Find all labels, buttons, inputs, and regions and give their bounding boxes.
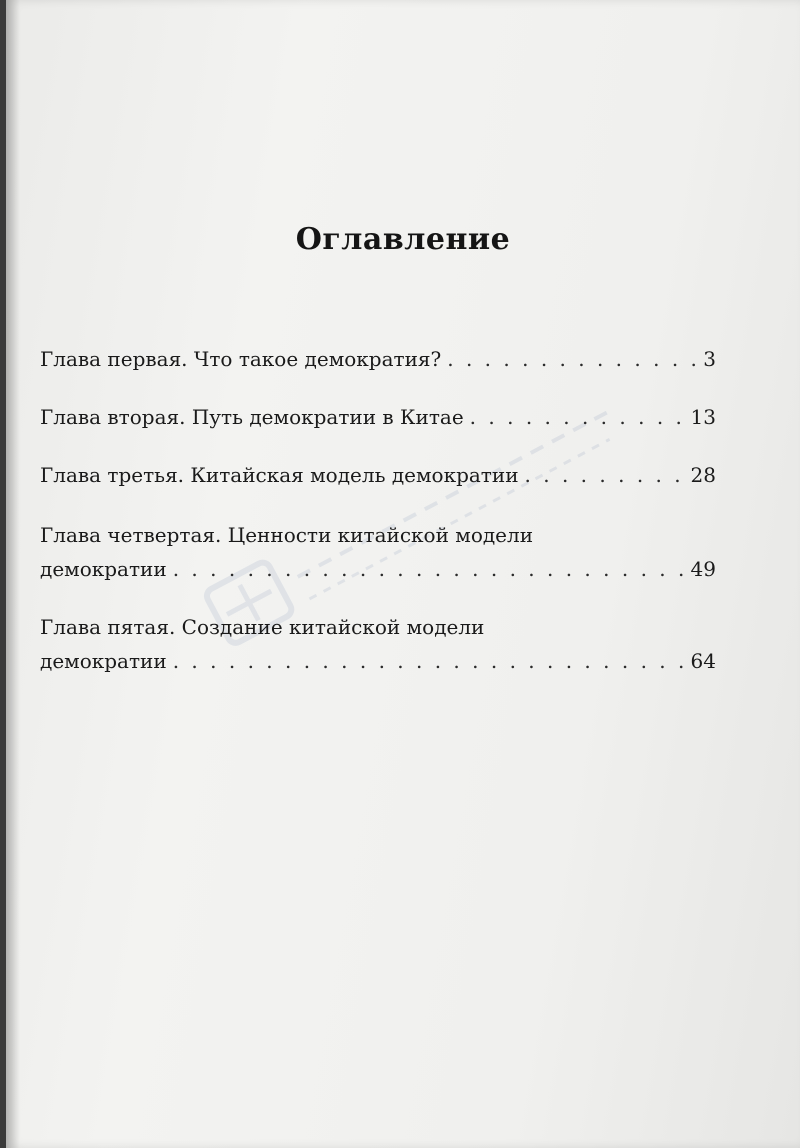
spine-shadow xyxy=(6,0,20,1148)
toc-entry[interactable] xyxy=(40,400,716,434)
toc-entry-title-continuation: демократии xyxy=(40,649,167,673)
leader-dots xyxy=(173,552,685,586)
toc-page-number: 28 xyxy=(690,463,716,487)
leader-dots xyxy=(447,342,697,376)
toc-entry-title: Глава четвертая. Ценности китайской модели xyxy=(40,523,534,547)
toc-entry[interactable] xyxy=(40,342,716,376)
toc-entry-title: Глава третья. Китайская модель демократии xyxy=(40,463,519,487)
toc-page-number: 13 xyxy=(690,405,716,429)
leader-dots xyxy=(470,400,685,434)
toc-heading: Оглавление xyxy=(295,222,511,257)
toc-page-number: 49 xyxy=(690,557,716,581)
toc-page-number: 3 xyxy=(703,347,716,371)
toc-entry-title-continuation: демократии xyxy=(40,557,167,581)
toc-entry[interactable] xyxy=(40,610,716,678)
toc-entry-title: Глава первая. Что такое демократия? xyxy=(40,347,442,371)
toc-list xyxy=(40,342,716,702)
toc-entry[interactable] xyxy=(40,458,716,492)
toc-entry-title: Глава пятая. Создание китайской модели xyxy=(40,615,485,639)
toc-entry[interactable] xyxy=(40,518,716,586)
toc-page-number: 64 xyxy=(690,649,716,673)
leader-dots xyxy=(173,644,685,678)
leader-dots xyxy=(525,458,685,492)
toc-entry-title: Глава вторая. Путь демократии в Китае xyxy=(40,405,464,429)
book-page xyxy=(6,0,800,1148)
